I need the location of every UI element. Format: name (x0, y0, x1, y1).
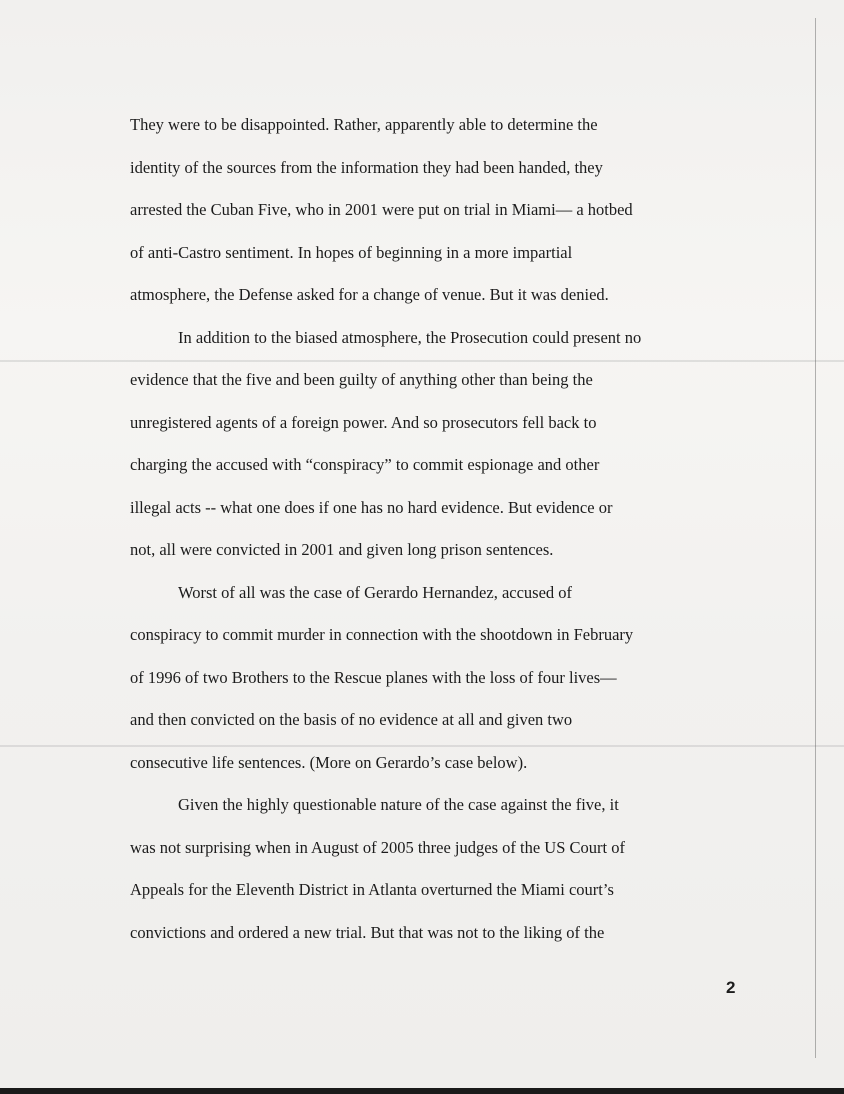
paragraph-start-line: In addition to the biased atmosphere, the Prosecution could present no (178, 327, 642, 347)
text-line: identity of the sources from the information they had been handed, they (130, 157, 603, 177)
page-number: 2 (726, 978, 736, 997)
text-line: evidence that the five and been guilty of anything other than being the (130, 370, 593, 389)
scan-border (0, 1088, 844, 1094)
body-text (130, 111, 730, 961)
text-line: conspiracy to commit murder in connection with the shootdown in February (130, 625, 634, 644)
text-line: of anti-Castro sentiment. In hopes of beginning in a more impartial (130, 242, 573, 262)
text-line: illegal acts -- what one does if one has no hard evidence. But evidence or (130, 497, 613, 517)
page-edge (815, 18, 816, 1058)
text-line: Appeals for the Eleventh District in Atlanta overturned the Miami court’s (130, 880, 614, 899)
text-line: atmosphere, the Defense asked for a change of venue. But it was denied. (130, 285, 609, 304)
text-line: consecutive life sentences. (More on Gerardo’s case below). (130, 752, 528, 772)
text-line: not, all were convicted in 2001 and given long prison sentences. (130, 540, 554, 559)
text-line: unregistered agents of a foreign power. And so prosecutors fell back to (130, 412, 597, 432)
text-line: convictions and ordered a new trial. But that was not to the liking of the (130, 922, 605, 942)
paragraph-start-line: Given the highly questionable nature of the case against the five, it (178, 795, 619, 814)
paragraph-start-line: Worst of all was the case of Gerardo Hernandez, accused of (178, 582, 573, 602)
text-line: was not surprising when in August of 2005 three judges of the US Court of (130, 837, 625, 857)
text-line: charging the accused with “conspiracy” to commit espionage and other (130, 455, 600, 474)
text-line: of 1996 of two Brothers to the Rescue planes with the loss of four lives— (130, 667, 617, 687)
text-line: arrested the Cuban Five, who in 2001 were put on trial in Miami— a hotbed (130, 200, 633, 219)
text-line: and then convicted on the basis of no evidence at all and given two (130, 710, 573, 729)
text-line: They were to be disappointed. Rather, apparently able to determine the (130, 115, 598, 134)
